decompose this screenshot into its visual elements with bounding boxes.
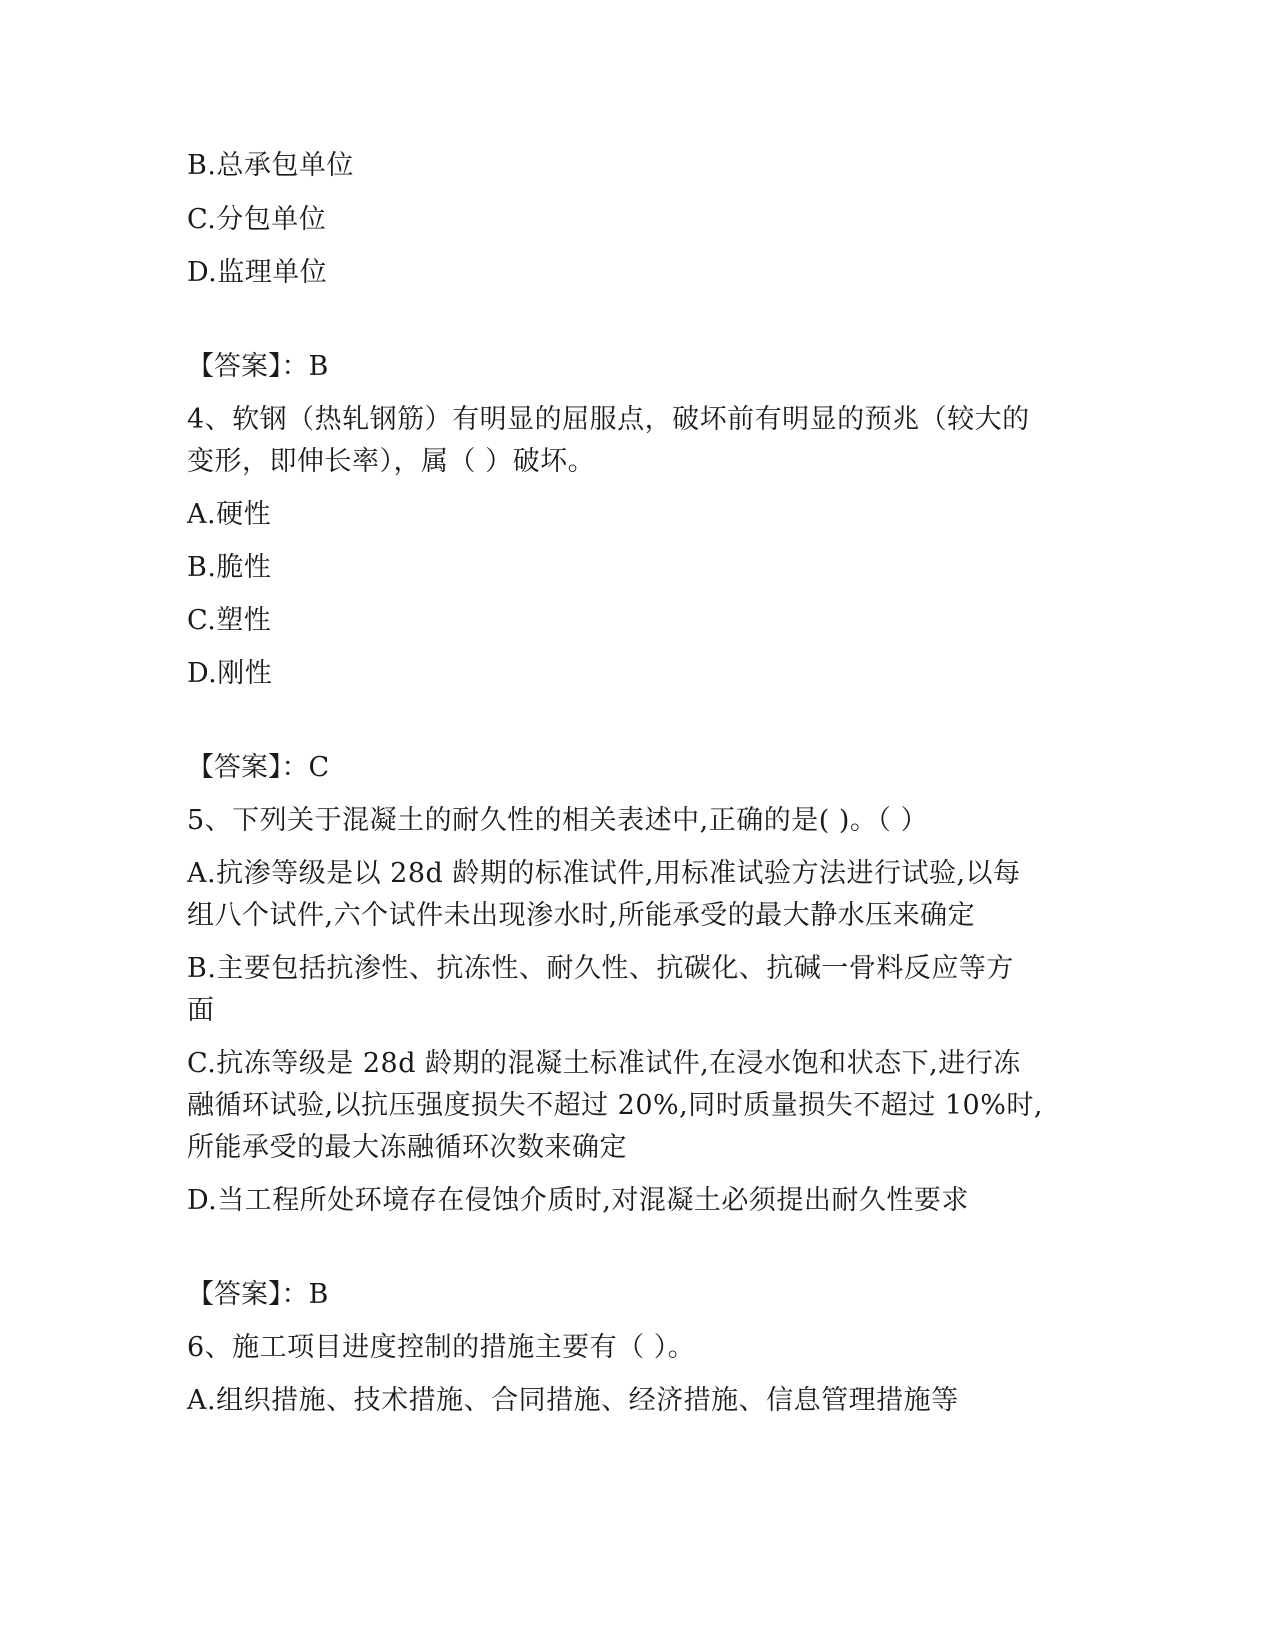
option-c-prev: C.分包单位 <box>187 204 327 235</box>
question-5-stem: 5、下列关于混凝土的耐久性的相关表述中,正确的是( )。（ ） <box>187 805 928 836</box>
question-5-option-c-line1: C.抗冻等级是 28d 龄期的混凝土标准试件,在浸水饱和状态下,进行冻 <box>187 1048 1021 1079</box>
question-5-option-b-line1: B.主要包括抗渗性、抗冻性、耐久性、抗碳化、抗碱一骨料反应等方 <box>187 953 1014 984</box>
question-4-option-c: C.塑性 <box>187 605 272 636</box>
question-5-option-a-line1: A.抗渗等级是以 28d 龄期的标准试件,用标准试验方法进行试验,以每 <box>187 858 1021 889</box>
question-5-option-b-line2: 面 <box>187 995 215 1026</box>
option-d-prev: D.监理单位 <box>187 257 328 288</box>
answer-3: 【答案】：B <box>187 351 329 382</box>
question-6-stem: 6、施工项目进度控制的措施主要有（ ）。 <box>187 1332 696 1363</box>
question-4-option-b: B.脆性 <box>187 552 272 583</box>
question-5-option-c-line3: 所能承受的最大冻融循环次数来确定 <box>187 1132 627 1163</box>
question-6-option-a: A.组织措施、技术措施、合同措施、经济措施、信息管理措施等 <box>187 1385 959 1416</box>
question-5-option-a-line2: 组八个试件,六个试件未出现渗水时,所能承受的最大静水压来确定 <box>187 900 976 931</box>
question-4-stem-line1: 4、软钢（热轧钢筋）有明显的屈服点，破坏前有明显的预兆（较大的 <box>187 404 1030 435</box>
question-5-option-d: D.当工程所处环境存在侵蚀介质时,对混凝土必须提出耐久性要求 <box>187 1185 969 1216</box>
option-b-prev: B.总承包单位 <box>187 150 354 181</box>
answer-4: 【答案】：C <box>187 752 330 783</box>
question-5-option-c-line2: 融循环试验,以抗压强度损失不超过 20%,同时质量损失不超过 10%时, <box>187 1090 1043 1121</box>
question-4-option-d: D.刚性 <box>187 658 273 689</box>
question-4-stem-line2: 变形，即伸长率），属（ ）破坏。 <box>187 446 596 477</box>
question-4-option-a: A.硬性 <box>187 499 272 530</box>
answer-5: 【答案】：B <box>187 1279 329 1310</box>
